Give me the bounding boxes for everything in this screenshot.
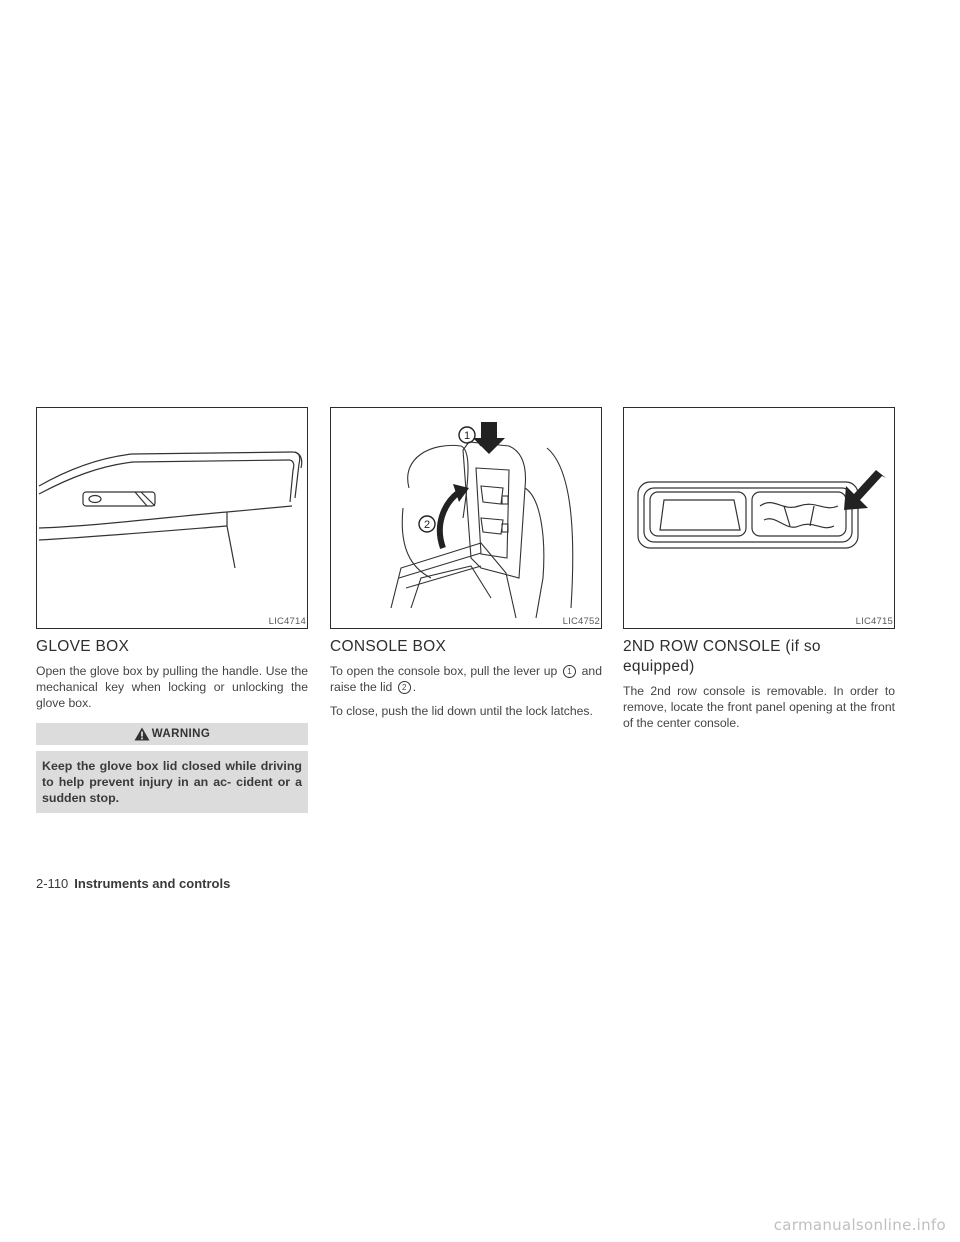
warning-icon bbox=[134, 727, 150, 741]
watermark: carmanualsonline.info bbox=[773, 1216, 946, 1234]
callout-2-label: 2 bbox=[423, 519, 431, 531]
warning-label: WARNING bbox=[151, 728, 211, 740]
figure-code: LIC4752 bbox=[562, 616, 600, 627]
glove-box-figure bbox=[36, 407, 308, 629]
callout-1-icon: 1 bbox=[563, 665, 576, 678]
console-body-text-a: To open the console box, pull the lever up bbox=[330, 664, 558, 678]
console-box-figure bbox=[330, 407, 602, 629]
section-title-glove-box: GLOVE BOX bbox=[36, 638, 130, 655]
console-box-body-2: To close, push the lid down until the lock latches. bbox=[330, 704, 593, 718]
section-title-console-box: CONSOLE BOX bbox=[330, 638, 447, 655]
figure-code: LIC4714 bbox=[268, 616, 306, 627]
second-row-console-figure bbox=[623, 407, 895, 629]
figure-code: LIC4715 bbox=[855, 616, 893, 627]
section-title-second-row-console: 2ND ROW CONSOLE (if so equipped) bbox=[623, 638, 821, 675]
page-footer bbox=[36, 876, 230, 891]
console-body-text-c: . bbox=[412, 680, 417, 694]
glove-box-illustration bbox=[37, 408, 307, 628]
callout-1-label: 1 bbox=[463, 430, 471, 442]
warning-text: Keep the glove box lid closed while driving to help prevent injury in an ac- cident or a sudden stop. bbox=[36, 751, 308, 813]
callout-2-icon: 2 bbox=[398, 681, 411, 694]
page-number: 2-110 bbox=[36, 876, 69, 891]
console-box-column bbox=[330, 407, 602, 727]
warning-header bbox=[36, 723, 308, 745]
second-row-console-illustration bbox=[624, 408, 894, 628]
glove-box-body: Open the glove box by pulling the handle. Use the mechanical key when locking or unlocking the glove box. bbox=[36, 664, 308, 710]
console-body-text-b: and raise the lid bbox=[330, 664, 602, 694]
section-name: Instruments and controls bbox=[74, 876, 231, 891]
second-row-console-column bbox=[623, 407, 895, 739]
glove-box-column bbox=[36, 407, 308, 813]
console-box-illustration bbox=[331, 408, 601, 628]
console-box-body-1 bbox=[330, 663, 602, 695]
second-row-console-body: The 2nd row console is removable. In order to remove, locate the front panel opening at the front of the center console. bbox=[623, 684, 895, 730]
